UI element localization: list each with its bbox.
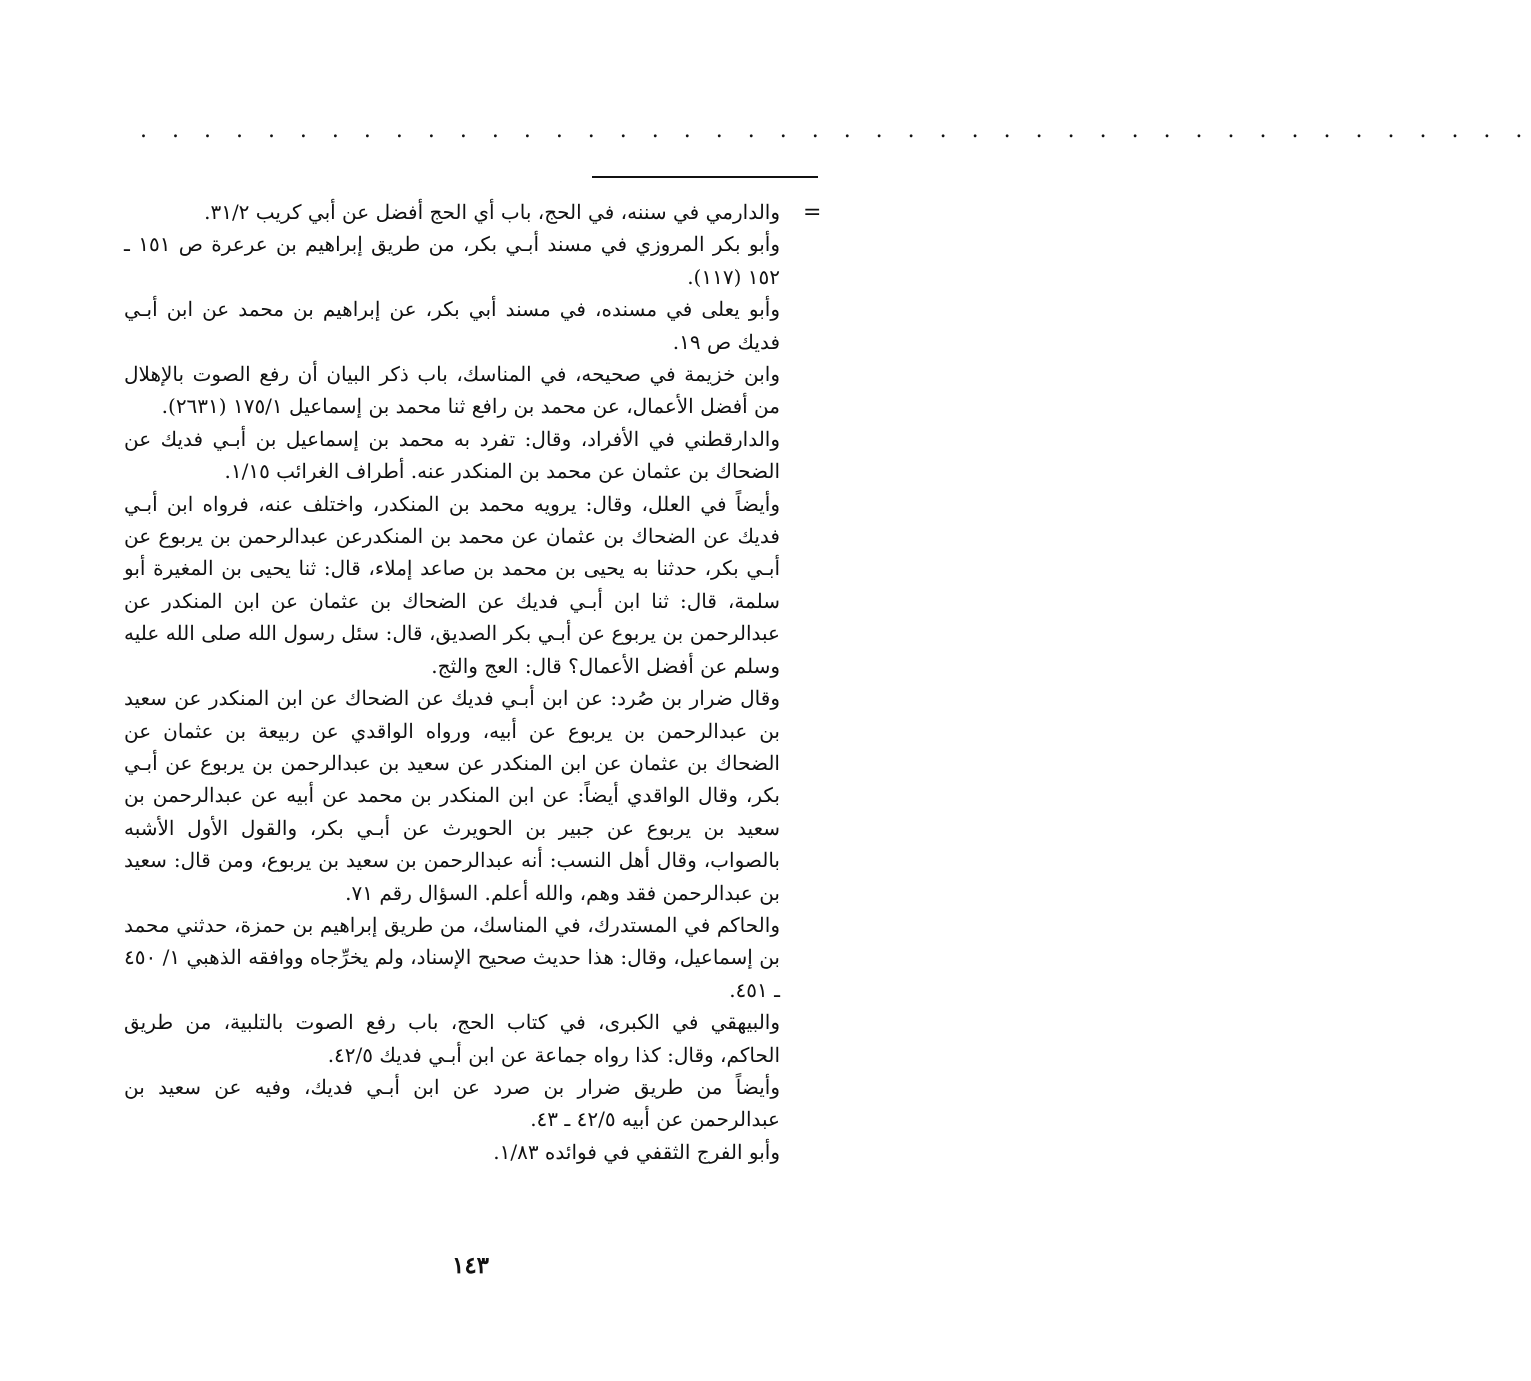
footnote-paragraph: وأبو الفرج الثقفي في فوائده ١/٨٣.	[493, 1139, 780, 1164]
footnote-paragraph: وأيضاً من طريق ضرار بن صرد عن ابن أبـي فديك، وفيه عن سعيد بن عبدالرحمن عن أبيه ٤٢/٥ ـ ٤٣.	[124, 1074, 780, 1132]
footnote-paragraph: وأبو يعلى في مسنده، في مسند أبي بكر، عن إبراهيم بن محمد عن ابن أبـي فديك ص ١٩.	[124, 297, 780, 354]
footnote-paragraph: والبيهقي في الكبرى، في كتاب الحج، باب رفع الصوت بالتلبية، من طريق الحاكم، وقال: كذا رواه جماعة عن ابن أبـي فديك ٤٢/٥.	[124, 1010, 780, 1067]
footnote-text	[124, 196, 780, 1168]
footnote-paragraph: والدارقطني في الأفراد، وقال: تفرد به محمد بن إسماعيل بن أبـي فديك عن الضحاك بن عثمان عن محمد بن المنكدر عنه. أطراف الغرائب ١/١٥.	[124, 426, 780, 484]
page-number: ١٤٣	[451, 1252, 490, 1279]
footnote-rule	[592, 176, 818, 178]
footnote-paragraph: والحاكم في المستدرك، في المناسك، من طريق إبراهيم بن حمزة، حدثني محمد بن إسماعيل، وقال: هذا حديث صحيح الإسناد، ولم يخرِّجاه ووافقه الذهبي ١/ ٤٥٠ ـ ٤٥١.	[124, 912, 780, 1002]
footnote-paragraph: وقال ضرار بن صُرد: عن ابن أبـي فديك عن الضحاك عن ابن المنكدر عن سعيد بن عبدالرحمن بن يربوع عن أبيه، ورواه الواقدي عن ربيعة بن عثمان عن الضحاك بن عثمان عن ابن المنكدر عن سعيد بن عبدالرحمن بن يربوع عن أبـي بكر، وقال الواقدي أيضاً: عن ابن المنكدر بن محمد عن أبيه عن عبدالرحمن بن سعيد بن يربوع عن جبير بن الحويرث عن أبـي بكر، والقول الأول الأشبه بالصواب، وقال أهل النسب: أنه عبدالرحمن بن سعيد بن يربوع، ومن قال: سعيد بن عبدالرحمن فقد وهم، والله أعلم. السؤال رقم ٧١.	[124, 686, 780, 905]
footnote-paragraph: وابن خزيمة في صحيحه، في المناسك، باب ذكر البيان أن رفع الصوت بالإهلال من أفضل الأعمال، عن محمد بن رافع ثنا محمد بن إسماعيل ١٧٥/١ (٢٦٣١).	[124, 362, 780, 419]
footnote-paragraph: وأبو بكر المروزي في مسند أبـي بكر، من طريق إبراهيم بن عرعرة ص ١٥١ ـ ١٥٢ (١١٧).	[124, 232, 781, 289]
footnote-paragraph: وأيضاً في العلل، وقال: يرويه محمد بن المنكدر، واختلف عنه، فرواه ابن أبـي فديك عن الضحاك بن عثمان عن محمد بن المنكدرعن عبدالرحمن بن يربوع عن أبـي بكر، حدثنا به يحيى بن محمد بن صاعد إملاء، قال: ثنا يحيى بن المغيرة أبو سلمة، قال: ثنا ابن أبـي فديك عن الضحاك بن عثمان عن ابن المنكدر عن عبدالرحمن بن يربوع عن أبـي بكر الصديق، قال: سئل رسول الله صلى الله عليه وسلم عن أفضل الأعمال؟ قال: العج والثج.	[124, 491, 780, 678]
continuation-mark: =	[803, 200, 822, 225]
separator-dots: . . . . . . . . . . . . . . . . . . . . . . . . . . . . . . . . . . . . . . . . . . . .	[140, 118, 1531, 143]
footnote-paragraph: والدارمي في سننه، في الحج، باب أي الحج أفضل عن أبي كريب ٣١/٢.	[204, 200, 780, 224]
